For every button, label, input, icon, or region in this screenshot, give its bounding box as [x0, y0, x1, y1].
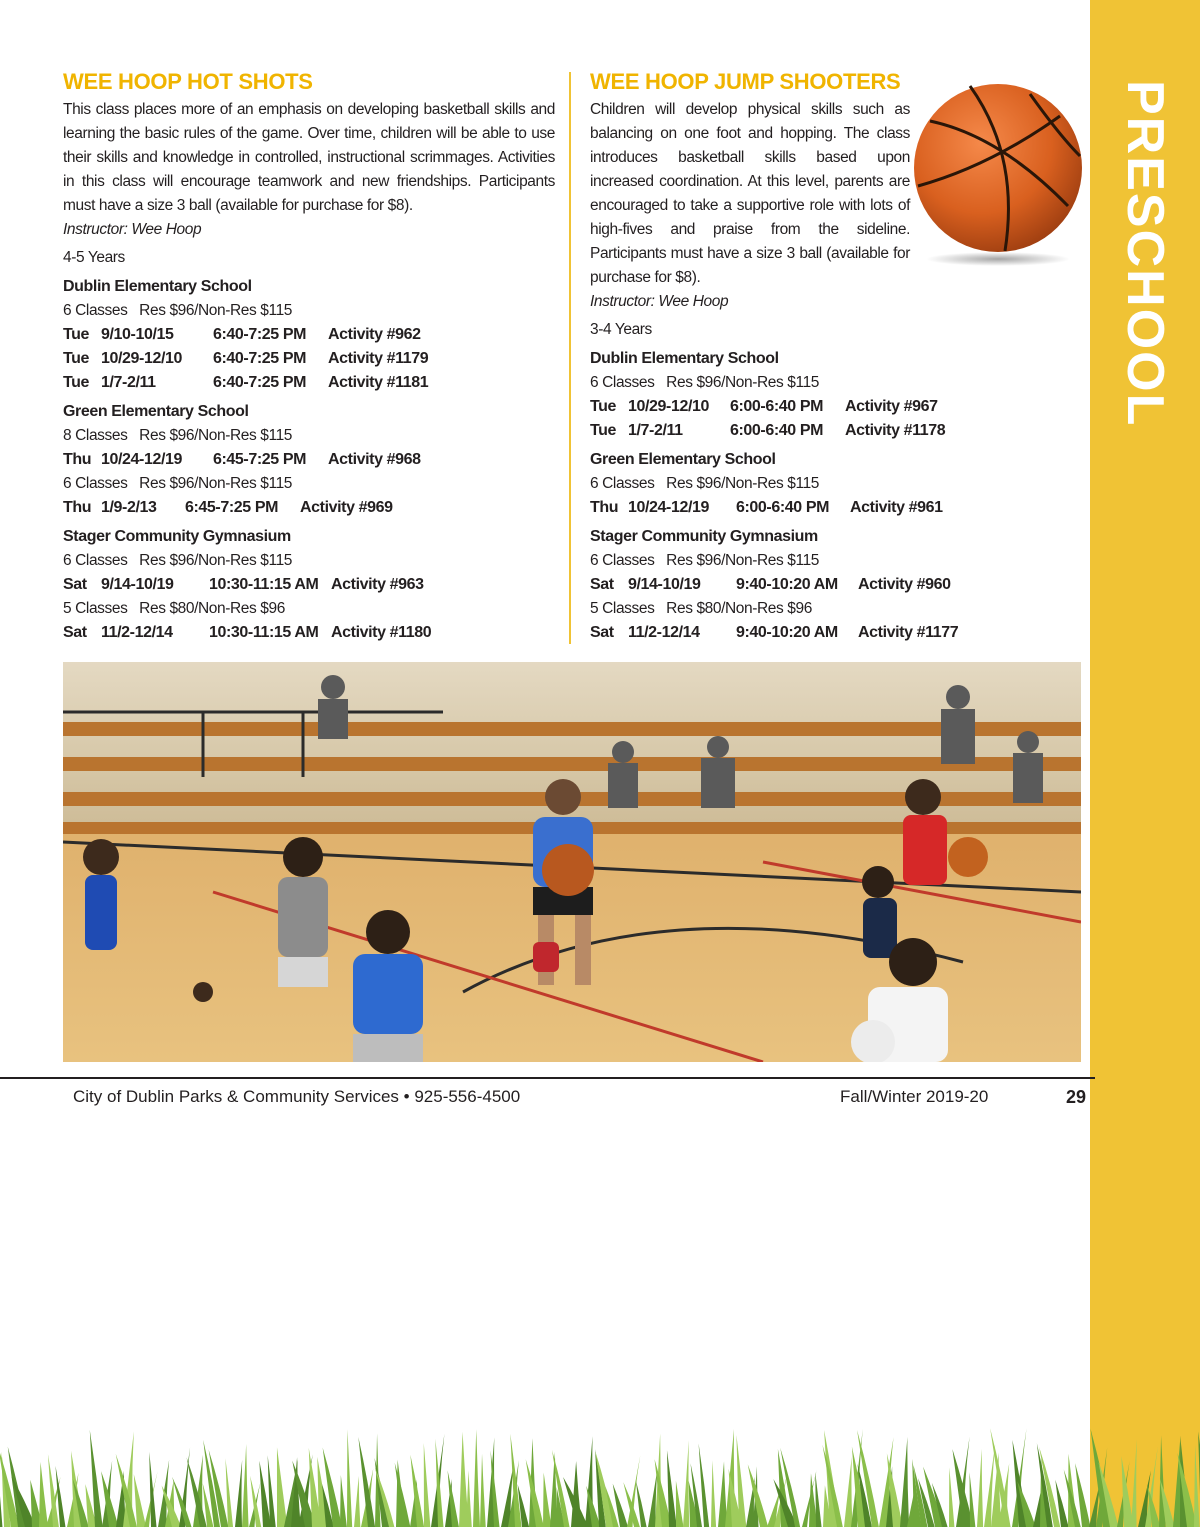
column-divider — [569, 72, 571, 644]
session-row — [63, 347, 555, 371]
session-activity: Activity #961 — [850, 499, 943, 516]
session-row — [590, 496, 1080, 520]
class-title: WEE HOOP JUMP SHOOTERS — [590, 69, 901, 94]
instructor: Instructor: Wee Hoop — [590, 293, 729, 310]
grass-blade — [340, 1475, 347, 1527]
session-time: 9:40-10:20 AM — [736, 624, 838, 641]
age-range: 4-5 Years — [63, 249, 125, 266]
grass-blade — [466, 1470, 472, 1527]
session-time: 6:40-7:25 PM — [213, 326, 307, 343]
session-dates: 1/9-2/13 — [101, 499, 157, 516]
session-day: Sat — [590, 624, 614, 641]
session-dates: 1/7-2/11 — [628, 422, 683, 439]
session-day: Thu — [63, 499, 92, 516]
session-activity: Activity #1181 — [328, 374, 429, 391]
grass-blade — [277, 1447, 287, 1527]
session-dates: 9/14-10/19 — [101, 576, 174, 593]
grass-blade — [699, 1444, 710, 1527]
session-activity: Activity #963 — [331, 576, 424, 593]
session-time: 6:40-7:25 PM — [213, 374, 307, 391]
session-time: 6:00-6:40 PM — [730, 422, 824, 439]
session-dates: 1/7-2/11 — [101, 374, 156, 391]
grass-blade — [526, 1459, 544, 1527]
session-row — [590, 621, 1080, 645]
grass-blade — [1131, 1439, 1137, 1527]
session-activity: Activity #1179 — [328, 350, 429, 367]
session-row — [63, 573, 555, 597]
session-time: 10:30-11:15 AM — [209, 624, 319, 641]
session-day: Sat — [63, 576, 87, 593]
instructor: Instructor: Wee Hoop — [63, 221, 202, 238]
grass-blade — [358, 1437, 375, 1527]
session-day: Sat — [590, 576, 614, 593]
session-time: 6:40-7:25 PM — [213, 350, 307, 367]
section-tab-label: PRESCHOOL — [1116, 80, 1174, 428]
class-pricing: 8 Classes Res $96/Non-Res $115 — [63, 427, 293, 444]
session-dates: 10/24-12/19 — [101, 451, 183, 468]
session-row — [63, 496, 555, 520]
session-day: Sat — [63, 624, 87, 641]
grass-blade — [225, 1458, 233, 1527]
session-dates: 10/29-12/10 — [101, 350, 183, 367]
session-day: Thu — [590, 499, 619, 516]
grass-blade — [480, 1454, 486, 1527]
session-row — [63, 371, 555, 395]
class-title: WEE HOOP HOT SHOTS — [63, 69, 313, 94]
class-pricing: 6 Classes Res $96/Non-Res $115 — [590, 374, 820, 391]
grass-blade — [949, 1467, 954, 1527]
session-activity: Activity #969 — [300, 499, 393, 516]
session-activity: Activity #960 — [858, 576, 951, 593]
grass-border — [0, 1105, 1200, 1527]
class-pricing: 6 Classes Res $96/Non-Res $115 — [590, 475, 820, 492]
session-time: 6:00-6:40 PM — [730, 398, 824, 415]
session-time: 10:30-11:15 AM — [209, 576, 319, 593]
session-activity: Activity #1180 — [331, 624, 432, 641]
grass-blade — [424, 1443, 431, 1527]
grass-blade — [900, 1437, 909, 1527]
session-dates: 10/24-12/19 — [628, 499, 710, 516]
session-activity: Activity #1177 — [858, 624, 959, 641]
class-description: This class places more of an emphasis on developing basketball skills and learning the basic rules of the game. Over time, children will be able to use their skills and knowledge in controlled, instructional scrimmages. Activities in this class will encourage teamwork and new friendships. Participants must have a size 3 ball (available for purchase for $8). — [63, 101, 555, 214]
kids-basketball-class-photo — [63, 662, 1081, 1062]
session-activity: Activity #1178 — [845, 422, 946, 439]
session-dates: 10/29-12/10 — [628, 398, 710, 415]
location-name: Dublin Elementary School — [590, 350, 779, 367]
session-activity: Activity #967 — [845, 398, 938, 415]
class-pricing: 6 Classes Res $96/Non-Res $115 — [63, 552, 293, 569]
grass-blade — [242, 1444, 249, 1527]
age-range: 3-4 Years — [590, 321, 652, 338]
grass-blade — [473, 1429, 480, 1527]
class-pricing: 5 Classes Res $80/Non-Res $96 — [63, 600, 285, 617]
session-day: Tue — [590, 398, 617, 415]
grass-blade — [969, 1472, 975, 1527]
page-number: 29 — [1066, 1087, 1087, 1107]
grass-blade — [844, 1457, 852, 1527]
session-row — [590, 419, 1080, 443]
grass-blade — [676, 1481, 684, 1527]
session-dates: 9/10-10/15 — [101, 326, 174, 343]
session-day: Tue — [590, 422, 617, 439]
session-time: 6:00-6:40 PM — [736, 499, 830, 516]
session-row — [63, 323, 555, 347]
footer-season: Fall/Winter 2019-20 — [840, 1087, 989, 1106]
class-pricing: 6 Classes Res $96/Non-Res $115 — [63, 302, 293, 319]
session-row — [63, 621, 555, 645]
session-activity: Activity #968 — [328, 451, 421, 468]
grass-blade — [543, 1472, 551, 1527]
session-day: Thu — [63, 451, 92, 468]
session-row — [590, 573, 1080, 597]
session-day: Tue — [63, 326, 90, 343]
grass-blade — [683, 1440, 689, 1527]
basketball-icon — [910, 76, 1090, 266]
grass-blade — [149, 1452, 156, 1527]
location-name: Stager Community Gymnasium — [63, 528, 291, 545]
session-activity: Activity #962 — [328, 326, 421, 343]
session-row — [590, 395, 1080, 419]
location-name: Stager Community Gymnasium — [590, 528, 818, 545]
grass-blade — [815, 1472, 821, 1527]
footer-rule — [0, 1077, 1095, 1079]
grass-blade — [134, 1474, 146, 1527]
class-pricing: 5 Classes Res $80/Non-Res $96 — [590, 600, 812, 617]
grass-blade — [39, 1462, 48, 1527]
session-time: 6:45-7:25 PM — [185, 499, 279, 516]
class-pricing: 6 Classes Res $96/Non-Res $115 — [590, 552, 820, 569]
footer-organization: City of Dublin Parks & Community Services • 925-556-4500 — [73, 1087, 521, 1106]
location-name: Dublin Elementary School — [63, 278, 252, 295]
grass-blade — [354, 1476, 360, 1527]
session-day: Tue — [63, 374, 90, 391]
grass-blade — [235, 1460, 242, 1527]
location-name: Green Elementary School — [590, 451, 776, 468]
session-dates: 11/2-12/14 — [101, 624, 173, 641]
session-dates: 11/2-12/14 — [628, 624, 700, 641]
grass-blade — [347, 1429, 352, 1527]
location-name: Green Elementary School — [63, 403, 249, 420]
grass-blade — [977, 1449, 983, 1527]
session-row — [63, 448, 555, 472]
session-day: Tue — [63, 350, 90, 367]
class-pricing: 6 Classes Res $96/Non-Res $115 — [63, 475, 293, 492]
grass-blade — [1194, 1445, 1200, 1527]
class-description: Children will develop physical skills such as balancing on one foot and hopping. The class introduces basketball skills based upon increased coordination. At this level, parents are encouraged to take a supportive role with lots of high-fives and praise from the sideline. Participants must have a size 3 ball (available for purchase for $8). — [590, 101, 910, 286]
grass-blade — [711, 1460, 716, 1527]
session-time: 9:40-10:20 AM — [736, 576, 838, 593]
hot-shots-column — [63, 68, 555, 645]
session-time: 6:45-7:25 PM — [213, 451, 307, 468]
session-dates: 9/14-10/19 — [628, 576, 701, 593]
